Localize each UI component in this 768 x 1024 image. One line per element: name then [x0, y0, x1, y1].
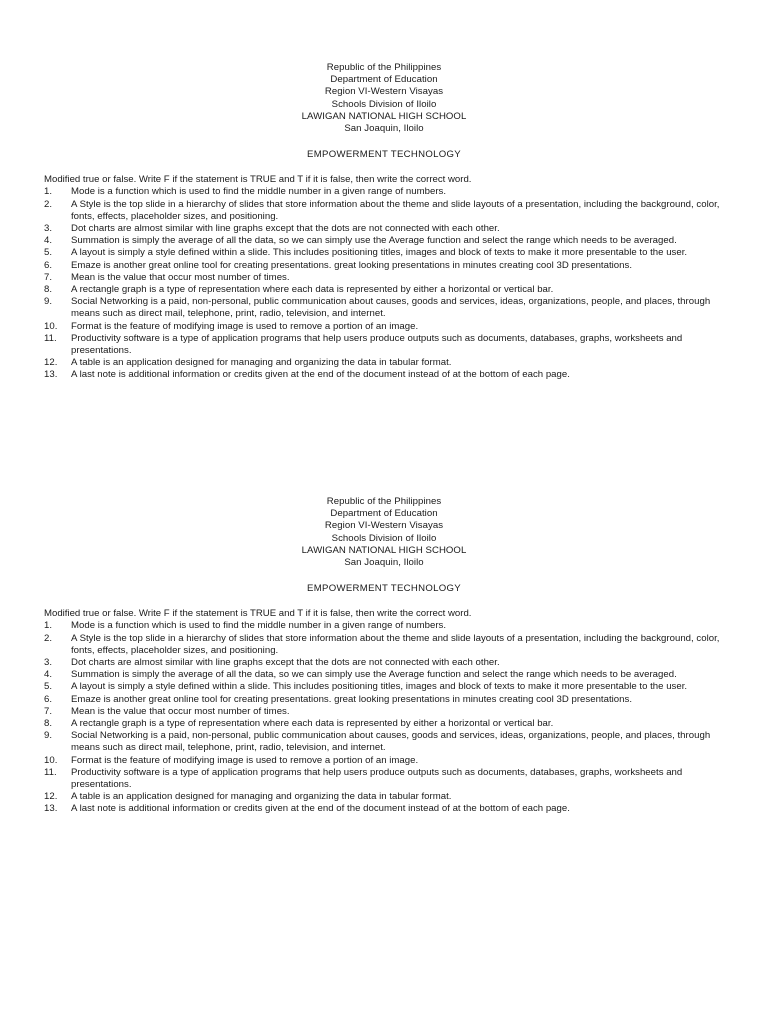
- question-number: 5.: [44, 681, 53, 693]
- question-number: 10.: [44, 754, 58, 766]
- question-number: 12.: [44, 791, 58, 803]
- question-number: 7.: [44, 705, 53, 717]
- question-number: 3.: [44, 657, 53, 669]
- header-line: Department of Education: [330, 74, 438, 86]
- question-number: 3.: [44, 223, 53, 235]
- question-text: Format is the feature of modifying image is used to remove a portion of an image.: [71, 320, 419, 332]
- question-number: 13.: [44, 369, 58, 381]
- question-number: 7.: [44, 271, 53, 283]
- question-text: Emaze is another great online tool for creating presentations. great looking presentations in minutes creating cool 3D presentations.: [71, 259, 633, 271]
- instructions-text: Modified true or false. Write F if the statement is TRUE and T if it is false, then write the correct word.: [44, 608, 472, 620]
- question-list: [44, 620, 724, 815]
- question-item: [44, 681, 724, 693]
- header-line: Department of Education: [330, 508, 438, 520]
- question-item: [44, 284, 724, 296]
- question-text: A last note is additional information or credits given at the end of the document instead of at the bottom of each page.: [71, 369, 570, 381]
- question-text: A layout is simply a style defined within a slide. This includes positioning titles, images and block of texts to make it more presentable to the user.: [71, 247, 688, 259]
- question-item: [44, 223, 724, 235]
- subject-title: EMPOWERMENT TECHNOLOGY: [307, 583, 461, 595]
- question-text: A last note is additional information or credits given at the end of the document instead of at the bottom of each page.: [71, 803, 570, 815]
- question-text: A rectangle graph is a type of representation where each data is represented by either a horizontal or vertical bar.: [71, 284, 554, 296]
- header-line: Republic of the Philippines: [326, 496, 442, 507]
- instructions-text: Modified true or false. Write F if the statement is TRUE and T if it is false, then write the correct word.: [44, 174, 472, 186]
- quiz-copy-1: [44, 62, 724, 382]
- question-item: [44, 247, 724, 259]
- question-item: [44, 706, 724, 718]
- question-number: 6.: [44, 259, 53, 271]
- question-text: Mean is the value that occur most number of times.: [71, 705, 290, 717]
- question-item: [44, 199, 724, 223]
- header-line: Region VI-Western Visayas: [324, 520, 444, 532]
- header-line: Republic of the Philippines: [326, 62, 442, 73]
- question-item: [44, 260, 724, 272]
- school-header: [44, 62, 724, 135]
- question-item: [44, 791, 724, 803]
- question-number: 5.: [44, 247, 53, 259]
- header-line: LAWIGAN NATIONAL HIGH SCHOOL: [301, 544, 467, 556]
- question-item: [44, 235, 724, 247]
- quiz-copy-2: [44, 496, 724, 816]
- header-line: San Joaquin, Iloilo: [344, 123, 424, 135]
- question-number: 8.: [44, 284, 53, 296]
- question-item: [44, 186, 724, 198]
- header-line: Schools Division of Iloilo: [331, 532, 437, 544]
- subject-title: EMPOWERMENT TECHNOLOGY: [307, 149, 461, 161]
- question-item: [44, 620, 724, 632]
- question-number: 11.: [44, 332, 57, 344]
- question-item: [44, 633, 724, 657]
- question-text: Productivity software is a type of application programs that help users produce outputs such as documents, databases, graphs, worksheets and presentations.: [71, 766, 683, 791]
- school-header: [44, 496, 724, 569]
- question-text: Mode is a function which is used to find the middle number in a given range of numbers.: [71, 186, 447, 198]
- question-text: A rectangle graph is a type of representation where each data is represented by either a horizontal or vertical bar.: [71, 718, 554, 730]
- question-item: [44, 296, 724, 320]
- question-text: A table is an application designed for managing and organizing the data in tabular format.: [71, 791, 452, 803]
- question-number: 1.: [44, 620, 53, 632]
- question-number: 11.: [44, 766, 57, 778]
- question-number: 1.: [44, 186, 53, 198]
- question-text: Summation is simply the average of all the data, so we can simply use the Average function and select the range which needs to be averaged.: [71, 235, 677, 247]
- question-text: A Style is the top slide in a hierarchy of slides that store information about the theme and slide layouts of a presentation, including the background, color, fonts, effects, placeholder sizes, and positioning.: [71, 632, 720, 656]
- header-line: San Joaquin, Iloilo: [344, 557, 424, 569]
- question-number: 10.: [44, 320, 58, 332]
- question-number: 9.: [44, 730, 53, 742]
- question-text: A Style is the top slide in a hierarchy of slides that store information about the theme and slide layouts of a presentation, including the background, color, fonts, effects, placeholder sizes, and positioning.: [71, 198, 720, 222]
- question-text: Summation is simply the average of all the data, so we can simply use the Average function and select the range which needs to be averaged.: [71, 669, 677, 681]
- question-text: Productivity software is a type of application programs that help users produce outputs such as documents, databases, graphs, worksheets and presentations.: [71, 332, 683, 357]
- question-text: Social Networking is a paid, non-personal, public communication about causes, goods and services, ideas, organizations, people, and places, through means such as direct mail, telephone, print, radio, television, and internet.: [71, 296, 711, 320]
- question-item: [44, 669, 724, 681]
- question-item: [44, 272, 724, 284]
- question-text: Mode is a function which is used to find the middle number in a given range of numbers.: [71, 620, 447, 632]
- question-number: 4.: [44, 235, 53, 247]
- question-item: [44, 369, 724, 381]
- question-item: [44, 694, 724, 706]
- question-item: [44, 755, 724, 767]
- question-number: 4.: [44, 669, 53, 681]
- question-item: [44, 321, 724, 333]
- question-number: 2.: [44, 198, 53, 210]
- question-item: [44, 730, 724, 754]
- question-number: 12.: [44, 357, 58, 369]
- question-text: Format is the feature of modifying image is used to remove a portion of an image.: [71, 754, 419, 766]
- question-item: [44, 357, 724, 369]
- question-text: Mean is the value that occur most number of times.: [71, 271, 290, 283]
- question-number: 8.: [44, 718, 53, 730]
- question-text: Emaze is another great online tool for creating presentations. great looking presentations in minutes creating cool 3D presentations.: [71, 693, 633, 705]
- question-number: 13.: [44, 803, 58, 815]
- question-item: [44, 333, 724, 357]
- question-text: Social Networking is a paid, non-personal, public communication about causes, goods and services, ideas, organizations, people, and places, through means such as direct mail, telephone, print, radio, television, and internet.: [71, 730, 711, 754]
- header-line: LAWIGAN NATIONAL HIGH SCHOOL: [301, 110, 467, 122]
- question-text: Dot charts are almost similar with line graphs except that the dots are not connected with each other.: [71, 657, 500, 669]
- question-number: 9.: [44, 296, 53, 308]
- question-number: 6.: [44, 693, 53, 705]
- question-item: [44, 718, 724, 730]
- question-text: A layout is simply a style defined within a slide. This includes positioning titles, images and block of texts to make it more presentable to the user.: [71, 681, 688, 693]
- question-number: 2.: [44, 632, 53, 644]
- header-line: Schools Division of Iloilo: [331, 98, 437, 110]
- header-line: Region VI-Western Visayas: [324, 86, 444, 98]
- question-text: Dot charts are almost similar with line graphs except that the dots are not connected with each other.: [71, 223, 500, 235]
- question-list: [44, 186, 724, 381]
- question-item: [44, 803, 724, 815]
- question-item: [44, 767, 724, 791]
- question-item: [44, 657, 724, 669]
- question-text: A table is an application designed for managing and organizing the data in tabular format.: [71, 357, 452, 369]
